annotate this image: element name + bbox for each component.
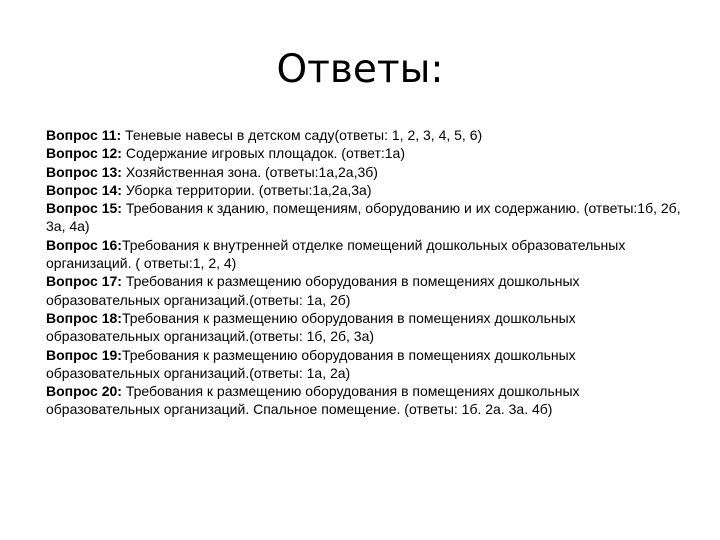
question-label: Вопрос 20: — [46, 383, 122, 400]
answer-item-17 — [46, 272, 686, 309]
answer-item-11 — [46, 126, 686, 144]
question-label: Вопрос 12: — [46, 145, 122, 162]
question-label: Вопрос 18: — [46, 309, 122, 326]
answer-text: Требования к размещению оборудования в помещениях дошкольных образовательных организаций. Спальное помещение. (ответы: 1б. 2а. 3а. 4б) — [46, 383, 580, 418]
answer-item-18 — [46, 309, 686, 346]
answer-text: Содержание игровых площадок. (ответ:1а) — [121, 145, 405, 162]
answer-item-20 — [46, 382, 686, 419]
answer-item-19 — [46, 346, 686, 383]
answer-text: Требования к внутренней отделке помещений дошкольных образовательных организаций. ( ответы:1, 2, 4) — [46, 236, 626, 272]
answer-text: Теневые навесы в детском саду(ответы: 1, 2, 3, 4, 5, 6) — [121, 127, 483, 143]
answer-item-14 — [46, 181, 686, 199]
answer-item-16 — [46, 236, 686, 273]
question-label: Вопрос 16: — [46, 236, 122, 253]
question-label: Вопрос 14: — [46, 181, 122, 198]
answer-text: Требования к размещению оборудования в помещениях дошкольных образовательных организаций.(ответы: 1а, 2а) — [46, 346, 576, 381]
question-label: Вопрос 13: — [46, 163, 122, 180]
answer-item-15 — [46, 199, 686, 236]
answer-text: Требования к зданию, помещениям, оборудованию и их содержанию. (ответы:1б, 2б, 3а, 4а) — [46, 200, 681, 235]
question-label: Вопрос 17: — [46, 273, 122, 290]
answers-list — [46, 126, 686, 419]
question-label: Вопрос 15: — [46, 200, 122, 217]
question-label: Вопрос 19: — [46, 346, 122, 363]
answer-text: Требования к размещению оборудования в помещениях дошкольных образовательных организаций.(ответы: 1а, 2б) — [46, 273, 580, 308]
answer-text: Хозяйственная зона. (ответы:1а,2а,3б) — [121, 163, 378, 180]
answer-item-13 — [46, 163, 686, 181]
answer-item-12 — [46, 144, 686, 162]
question-label: Вопрос 11: — [46, 127, 122, 143]
answer-text: Уборка территории. (ответы:1а,2а,3а) — [121, 181, 372, 198]
slide-title: Ответы: — [276, 47, 444, 92]
answer-text: Требования к размещению оборудования в помещениях дошкольных образовательных организаций.(ответы: 1б, 2б, 3а) — [46, 309, 576, 345]
